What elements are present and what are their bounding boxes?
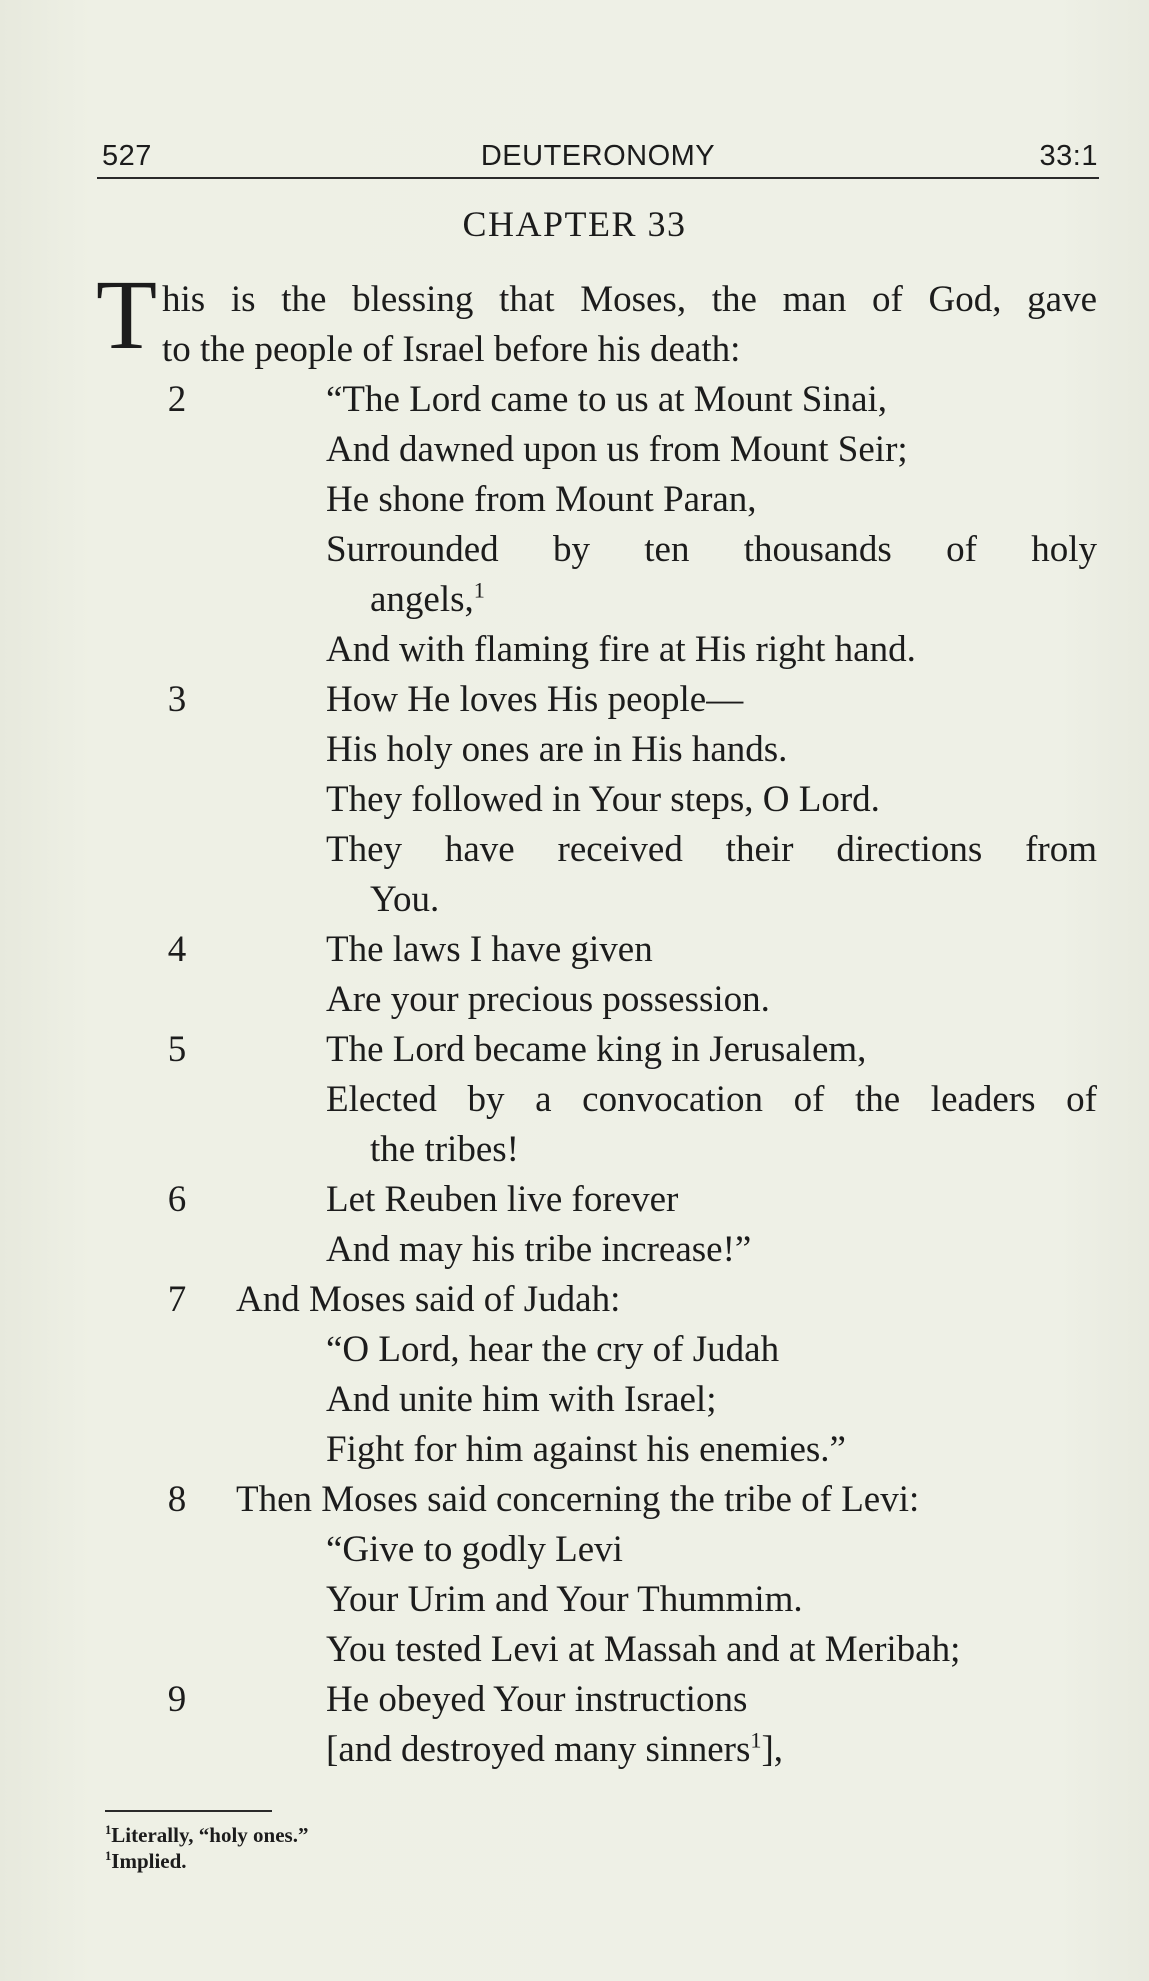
chapter-verse-reference: 33:1	[1039, 140, 1098, 172]
poetry-line: The Lord became king in Jerusalem,	[326, 1029, 867, 1070]
footnote-marker: 1	[473, 577, 485, 603]
verse-number-5: 5	[167, 1029, 187, 1070]
running-header	[98, 138, 1098, 178]
poetry-line: How He loves His people—	[326, 679, 744, 720]
poetry-line: He shone from Mount Paran,	[326, 479, 757, 520]
footnote-2	[105, 1848, 187, 1874]
page-number: 527	[102, 140, 152, 172]
poetry-line: His holy ones are in His hands.	[326, 729, 788, 770]
verse-number-2: 2	[167, 379, 187, 420]
poetry-line: And with flaming fire at His right hand.	[326, 629, 916, 670]
footnote-rule	[105, 1810, 272, 1812]
poetry-line: And may his tribe increase!”	[326, 1229, 752, 1270]
poetry-line: Fight for him against his enemies.”	[326, 1429, 846, 1470]
header-rule	[97, 177, 1099, 179]
poetry-line: They have received their directions from	[326, 829, 1097, 870]
poetry-line: He obeyed Your instructions	[326, 1679, 748, 1720]
footnote-text: Literally, “holy ones.”	[111, 1823, 309, 1847]
poetry-line: They followed in Your steps, O Lord.	[326, 779, 880, 820]
poetry-line: Let Reuben live forever	[326, 1179, 679, 1220]
poetry-line: Surrounded by ten thousands of holy	[326, 529, 1097, 570]
poetry-line-continued	[370, 575, 485, 625]
poetry-line: And dawned upon us from Mount Seir;	[326, 429, 908, 470]
verse-number-4: 4	[167, 929, 187, 970]
verse-number-8: 8	[167, 1479, 187, 1520]
poetry-text: angels,	[370, 579, 474, 620]
poetry-line: The laws I have given	[326, 929, 653, 970]
verse-number-9: 9	[167, 1679, 187, 1720]
drop-cap: T	[96, 259, 158, 370]
chapter-heading: CHAPTER 33	[462, 204, 687, 244]
poetry-line: “O Lord, hear the cry of Judah	[326, 1329, 780, 1370]
poetry-line: You tested Levi at Massah and at Meribah;	[326, 1629, 961, 1670]
intro-line-1: his is the blessing that Moses, the man of God, gave	[162, 279, 1097, 320]
poetry-line: Your Urim and Your Thummim.	[326, 1579, 803, 1620]
poetry-line-continued: You.	[370, 879, 440, 920]
footnote-mark: 1	[105, 1823, 112, 1837]
footnote-1	[105, 1822, 308, 1848]
footnote-text: Implied.	[111, 1849, 187, 1873]
verse-number-3: 3	[167, 679, 187, 720]
poetry-line: “The Lord came to us at Mount Sinai,	[326, 379, 888, 420]
verse-number-7: 7	[167, 1279, 187, 1320]
footnote-marker: 1	[750, 1727, 762, 1753]
poetry-line: And unite him with Israel;	[326, 1379, 717, 1420]
intro-line-2: to the people of Israel before his death:	[162, 329, 741, 370]
poetry-line: “Give to godly Levi	[326, 1529, 623, 1570]
poetry-line-continued: the tribes!	[370, 1129, 519, 1170]
book-title: DEUTERONOMY	[480, 140, 716, 172]
prose-line: Then Moses said concerning the tribe of Levi:	[236, 1479, 920, 1520]
footnote-mark: 1	[105, 1849, 112, 1863]
verse-number-6: 6	[167, 1179, 187, 1220]
poetry-line: Are your precious possession.	[326, 979, 770, 1020]
poetry-text: [and destroyed many sinners	[326, 1729, 751, 1770]
poetry-text: ],	[761, 1729, 784, 1770]
prose-line: And Moses said of Judah:	[236, 1279, 621, 1320]
poetry-line	[326, 1725, 783, 1775]
poetry-line: Elected by a convocation of the leaders of	[326, 1079, 1097, 1120]
